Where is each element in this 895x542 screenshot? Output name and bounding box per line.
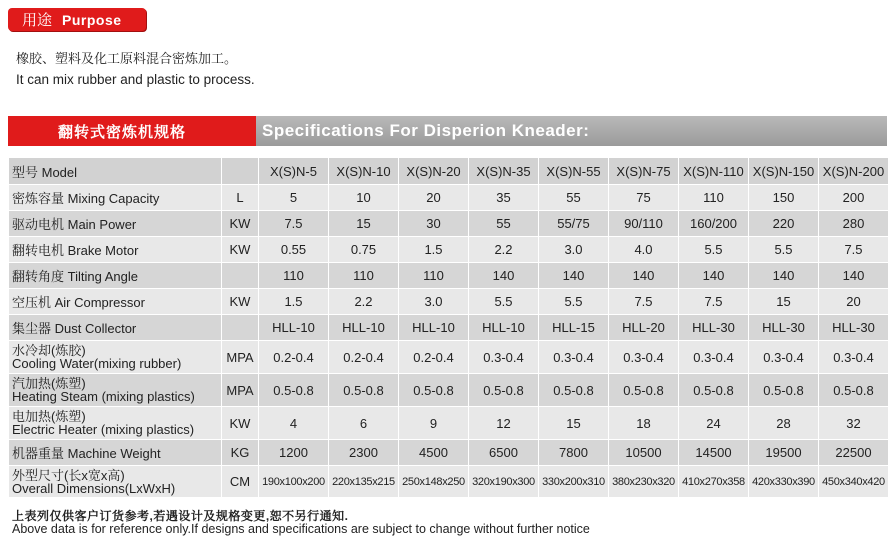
value-cell: HLL-20 xyxy=(609,315,679,341)
value-cell: 0.2-0.4 xyxy=(329,341,399,374)
model-header-cell: X(S)N-110 xyxy=(679,158,749,185)
param-cell: 翻转电机 Brake Motor xyxy=(9,237,222,263)
value-cell: 330x200x310 xyxy=(539,466,609,498)
value-cell: 4500 xyxy=(399,440,469,466)
param-label-cn: 水冷却(炼胶) xyxy=(12,343,86,358)
table-row xyxy=(9,315,889,341)
value-cell: 220x135x215 xyxy=(329,466,399,498)
value-cell: 90/110 xyxy=(609,211,679,237)
unit-cell: KW xyxy=(222,407,259,440)
value-cell: 2300 xyxy=(329,440,399,466)
disclaimer-cn: 上表列仅供客户订货参考,若遇设计及规格变更,恕不另行通知. xyxy=(12,509,349,523)
model-header-cell: X(S)N-20 xyxy=(399,158,469,185)
value-cell: 0.3-0.4 xyxy=(469,341,539,374)
value-cell: 2.2 xyxy=(469,237,539,263)
value-cell: 110 xyxy=(399,263,469,289)
model-header-cell: X(S)N-10 xyxy=(329,158,399,185)
value-cell: 7.5 xyxy=(259,211,329,237)
unit-cell: KW xyxy=(222,211,259,237)
param-label-en: Electric Heater (mixing plastics) xyxy=(12,422,195,437)
value-cell: 7.5 xyxy=(679,289,749,315)
table-row xyxy=(9,185,889,211)
value-cell: 420x330x390 xyxy=(749,466,819,498)
value-cell: 190x100x200 xyxy=(259,466,329,498)
value-cell: 450x340x420 xyxy=(819,466,889,498)
value-cell: 55 xyxy=(469,211,539,237)
param-cell: 集尘器 Dust Collector xyxy=(9,315,222,341)
value-cell: 1.5 xyxy=(259,289,329,315)
param-cell xyxy=(9,466,222,498)
param-cell: 驱动电机 Main Power xyxy=(9,211,222,237)
value-cell: 0.2-0.4 xyxy=(259,341,329,374)
table-row xyxy=(9,341,889,374)
value-cell: HLL-30 xyxy=(819,315,889,341)
value-cell: 10500 xyxy=(609,440,679,466)
param-cell: 机器重量 Machine Weight xyxy=(9,440,222,466)
value-cell: 0.2-0.4 xyxy=(399,341,469,374)
unit-cell: CM xyxy=(222,466,259,498)
value-cell: 15 xyxy=(329,211,399,237)
unit-cell: MPA xyxy=(222,341,259,374)
value-cell: 30 xyxy=(399,211,469,237)
param-label-en: Cooling Water(mixing rubber) xyxy=(12,356,182,371)
value-cell: 0.5-0.8 xyxy=(749,374,819,407)
table-row xyxy=(9,374,889,407)
table-row xyxy=(9,237,889,263)
value-cell: 0.75 xyxy=(329,237,399,263)
intro-text-en: It can mix rubber and plastic to process. xyxy=(16,72,255,87)
table-row xyxy=(9,289,889,315)
value-cell: 0.3-0.4 xyxy=(749,341,819,374)
value-cell: 110 xyxy=(329,263,399,289)
value-cell: 410x270x358 xyxy=(679,466,749,498)
value-cell: 4 xyxy=(259,407,329,440)
param-cell xyxy=(9,341,222,374)
table-row xyxy=(9,211,889,237)
value-cell: 7800 xyxy=(539,440,609,466)
spec-table xyxy=(8,157,889,498)
value-cell: 1.5 xyxy=(399,237,469,263)
table-row xyxy=(9,440,889,466)
value-cell: 0.3-0.4 xyxy=(819,341,889,374)
model-header-cell: X(S)N-5 xyxy=(259,158,329,185)
model-header-cell: X(S)N-75 xyxy=(609,158,679,185)
value-cell: 0.3-0.4 xyxy=(609,341,679,374)
value-cell: 140 xyxy=(819,263,889,289)
value-cell: 220 xyxy=(749,211,819,237)
value-cell: 7.5 xyxy=(609,289,679,315)
model-header-cell: X(S)N-55 xyxy=(539,158,609,185)
table-row xyxy=(9,407,889,440)
value-cell: 0.5-0.8 xyxy=(259,374,329,407)
value-cell: 6500 xyxy=(469,440,539,466)
value-cell: 160/200 xyxy=(679,211,749,237)
value-cell: 5.5 xyxy=(539,289,609,315)
unit-cell xyxy=(222,315,259,341)
value-cell: 0.5-0.8 xyxy=(679,374,749,407)
intro-text-cn: 橡胶、塑料及化工原料混合密炼加工。 xyxy=(16,51,238,66)
value-cell: 4.0 xyxy=(609,237,679,263)
value-cell: 20 xyxy=(819,289,889,315)
param-label-cn: 外型尺寸(长x宽x高) xyxy=(12,467,125,483)
value-cell: 110 xyxy=(679,185,749,211)
value-cell: 19500 xyxy=(749,440,819,466)
header-param-cell: 型号 Model xyxy=(9,158,222,185)
value-cell: 0.5-0.8 xyxy=(399,374,469,407)
model-header-cell: X(S)N-35 xyxy=(469,158,539,185)
value-cell: 140 xyxy=(609,263,679,289)
purpose-badge xyxy=(8,8,146,31)
unit-cell: L xyxy=(222,185,259,211)
spec-banner-title-en: Specifications For Disperion Kneader: xyxy=(256,116,887,146)
value-cell: 110 xyxy=(259,263,329,289)
param-cell: 空压机 Air Compressor xyxy=(9,289,222,315)
value-cell: 12 xyxy=(469,407,539,440)
value-cell: 6 xyxy=(329,407,399,440)
value-cell: HLL-30 xyxy=(749,315,819,341)
unit-cell: KG xyxy=(222,440,259,466)
value-cell: 320x190x300 xyxy=(469,466,539,498)
param-cell: 翻转角度 Tilting Angle xyxy=(9,263,222,289)
param-cell xyxy=(9,374,222,407)
unit-cell: KW xyxy=(222,289,259,315)
value-cell: 140 xyxy=(679,263,749,289)
value-cell: 0.5-0.8 xyxy=(819,374,889,407)
value-cell: 140 xyxy=(469,263,539,289)
value-cell: 250x148x250 xyxy=(399,466,469,498)
value-cell: 5.5 xyxy=(679,237,749,263)
param-cell xyxy=(9,407,222,440)
value-cell: HLL-10 xyxy=(259,315,329,341)
value-cell: 0.5-0.8 xyxy=(329,374,399,407)
value-cell: 0.3-0.4 xyxy=(679,341,749,374)
unit-cell xyxy=(222,263,259,289)
param-label-en: Overall Dimensions(LxWxH) xyxy=(12,480,176,496)
value-cell: 5.5 xyxy=(749,237,819,263)
header-unit-cell xyxy=(222,158,259,185)
value-cell: HLL-10 xyxy=(399,315,469,341)
value-cell: 0.3-0.4 xyxy=(539,341,609,374)
value-cell: 75 xyxy=(609,185,679,211)
value-cell: 140 xyxy=(539,263,609,289)
purpose-label-cn: 用途 xyxy=(22,12,53,29)
value-cell: 55/75 xyxy=(539,211,609,237)
spec-banner-title-cn: 翻转式密炼机规格 xyxy=(8,116,256,146)
value-cell: 10 xyxy=(329,185,399,211)
value-cell: 32 xyxy=(819,407,889,440)
param-cell: 密炼容量 Mixing Capacity xyxy=(9,185,222,211)
value-cell: 0.55 xyxy=(259,237,329,263)
value-cell: 5 xyxy=(259,185,329,211)
value-cell: 55 xyxy=(539,185,609,211)
value-cell: 15 xyxy=(749,289,819,315)
value-cell: 280 xyxy=(819,211,889,237)
model-header-cell: X(S)N-150 xyxy=(749,158,819,185)
value-cell: 9 xyxy=(399,407,469,440)
value-cell: 22500 xyxy=(819,440,889,466)
value-cell: HLL-15 xyxy=(539,315,609,341)
purpose-label-en: Purpose xyxy=(62,11,122,28)
value-cell: 200 xyxy=(819,185,889,211)
value-cell: 2.2 xyxy=(329,289,399,315)
value-cell: 140 xyxy=(749,263,819,289)
value-cell: 3.0 xyxy=(399,289,469,315)
param-label-cn: 汽加热(炼塑) xyxy=(12,376,86,391)
value-cell: 14500 xyxy=(679,440,749,466)
value-cell: 0.5-0.8 xyxy=(469,374,539,407)
value-cell: 15 xyxy=(539,407,609,440)
value-cell: HLL-10 xyxy=(469,315,539,341)
value-cell: 7.5 xyxy=(819,237,889,263)
value-cell: 18 xyxy=(609,407,679,440)
unit-cell: MPA xyxy=(222,374,259,407)
value-cell: 0.5-0.8 xyxy=(539,374,609,407)
value-cell: 20 xyxy=(399,185,469,211)
param-label-en: Heating Steam (mixing plastics) xyxy=(12,389,195,404)
value-cell: 28 xyxy=(749,407,819,440)
disclaimer-en: Above data is for reference only.If designs and specifications are subject to change without further notice xyxy=(12,522,590,536)
value-cell: 24 xyxy=(679,407,749,440)
value-cell: 150 xyxy=(749,185,819,211)
value-cell: HLL-30 xyxy=(679,315,749,341)
spec-banner xyxy=(8,116,887,146)
value-cell: 1200 xyxy=(259,440,329,466)
value-cell: 0.5-0.8 xyxy=(609,374,679,407)
model-header-cell: X(S)N-200 xyxy=(819,158,889,185)
unit-cell: KW xyxy=(222,237,259,263)
value-cell: 380x230x320 xyxy=(609,466,679,498)
table-row xyxy=(9,466,889,498)
table-row xyxy=(9,263,889,289)
param-label-cn: 电加热(炼塑) xyxy=(12,409,86,424)
value-cell: HLL-10 xyxy=(329,315,399,341)
value-cell: 5.5 xyxy=(469,289,539,315)
table-header-row xyxy=(9,158,889,185)
value-cell: 35 xyxy=(469,185,539,211)
value-cell: 3.0 xyxy=(539,237,609,263)
